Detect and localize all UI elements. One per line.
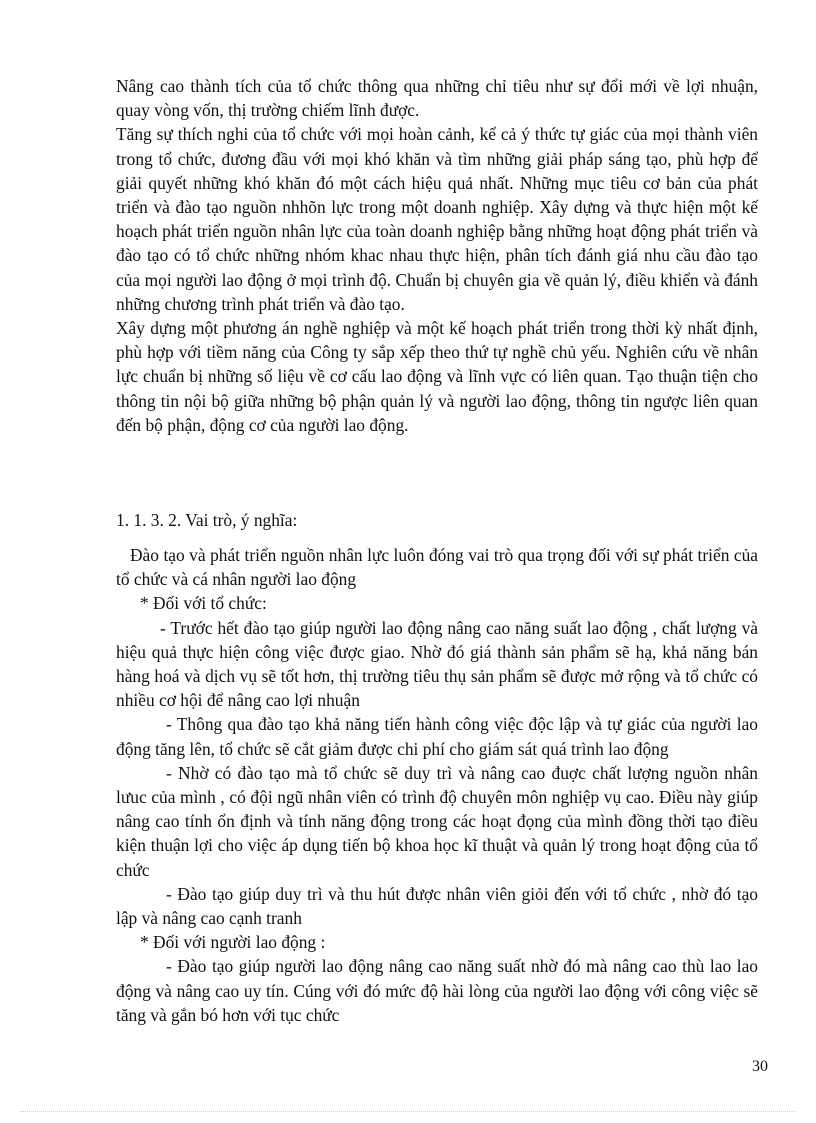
intro-paragraph: Đào tạo và phát triển nguồn nhân lực luôn đóng vai trò qua trọng đối với sự phát triển của tổ chức và cá nhân người lao động [116,545,758,590]
worker-subheading: * Đối với người lao động : [140,932,326,953]
role-section [116,543,758,1027]
body-text-top [116,74,758,437]
org-item: - Đào tạo giúp duy trì và thu hút được nhân viên giỏi đến với tổ chức , nhờ đó tạo lập và nâng cao cạnh tranh [116,883,758,929]
page-number: 30 [752,1058,768,1075]
page-bottom-divider [20,1111,796,1112]
paragraph-objective-adaptation: Tăng sự thích nghi của tổ chức với mọi hoàn cảnh, kể cả ý thức tự giác của mọi thành viên trong tổ chức, đương đầu với mọi khó khăn và tìm những giải pháp sáng tạo, phù hợp để giải quyết những khó khăn đó một cách hiệu quả nhất. Những mục tiêu cơ bản của phát triển và đào tạo nguồn nhhõn lực trong một doanh nghiệp. Xây dựng và thực hiện một kế hoạch phát triển nguồn nhân lực của toàn doanh nghiệp bằng những hoạt động phát triển và đào tạo có tổ chức những nhóm khac nhau thực hiện, phân tích đánh giá nhu cầu đào tạo của mọi người lao động ở mọi trình độ. Chuẩn bị chuyên gia về quản lý, điều khiển và đánh những chương trình phát triển và đào tạo. [116,124,758,314]
org-subheading: * Đối với tổ chức: [140,593,267,614]
org-item: - Thông qua đào tạo khả năng tiến hành công việc độc lập và tự giác của người lao động tăng lên, tổ chức sẽ cắt giảm được chi phí cho giám sát quá trình lao động [116,714,758,759]
paragraph-objective-performance: Nâng cao thành tích của tổ chức thông qua những chỉ tiêu như sự đổi mới về lợi nhuận, quay vòng vốn, thị trường chiếm lĩnh được. [116,76,758,121]
paragraph-objective-career-plan: Xây dựng một phương án nghề nghiệp và một kế hoạch phát triển trong thời kỳ nhất định, phù hợp với tiềm năng của Công ty sắp xếp theo thứ tự nghề chủ yếu. Nghiên cứu về nhân lực chuẩn bị những số liệu về cơ cấu lao động và lĩnh vực có liên quan. Tạo thuận tiện cho thông tin nội bộ giữa những bộ phận quản lý và người lao động, thông tin ngược liên quan đến bộ phận, động cơ của người lao động. [116,318,758,435]
section-heading: 1. 1. 3. 2. Vai trò, ý nghĩa: [116,510,298,530]
org-item: - Nhờ có đào tạo mà tổ chức sẽ duy trì và nâng cao đuợc chất lượng nguồn nhân lưuc của mình , có đội ngũ nhân viên có trình độ chuyên môn nghiệp vụ cao. Điều này giúp nâng cao tính ổn định và tính năng động trong các hoạt đọng của mình đồng thời tạo điều kiện thuận lợi cho việc áp dụng tiến bộ khoa học kĩ thuật và quản lý trong hoạt động của tổ chức [116,762,758,880]
org-item: - Trước hết đào tạo giúp người lao động nâng cao năng suất lao động , chất lượng và hiệu quả thực hiện công việc được giao. Nhờ đó giá thành sản phẩm sẽ hạ, khả năng bán hàng hoá và dịch vụ sẽ tốt hơn, thị trường tiêu thụ sản phẩm sẽ được mở rộng và tổ chức có nhiều cơ hội để nâng cao lợi nhuận [116,617,758,711]
worker-item: - Đào tạo giúp người lao động nâng cao năng suất nhờ đó mà nâng cao thù lao lao động và nâng cao uy tín. Cúng với đó mức độ hài lòng của người lao động với công việc sẽ tăng và gắn bó hơn với tục chức [116,956,758,1025]
